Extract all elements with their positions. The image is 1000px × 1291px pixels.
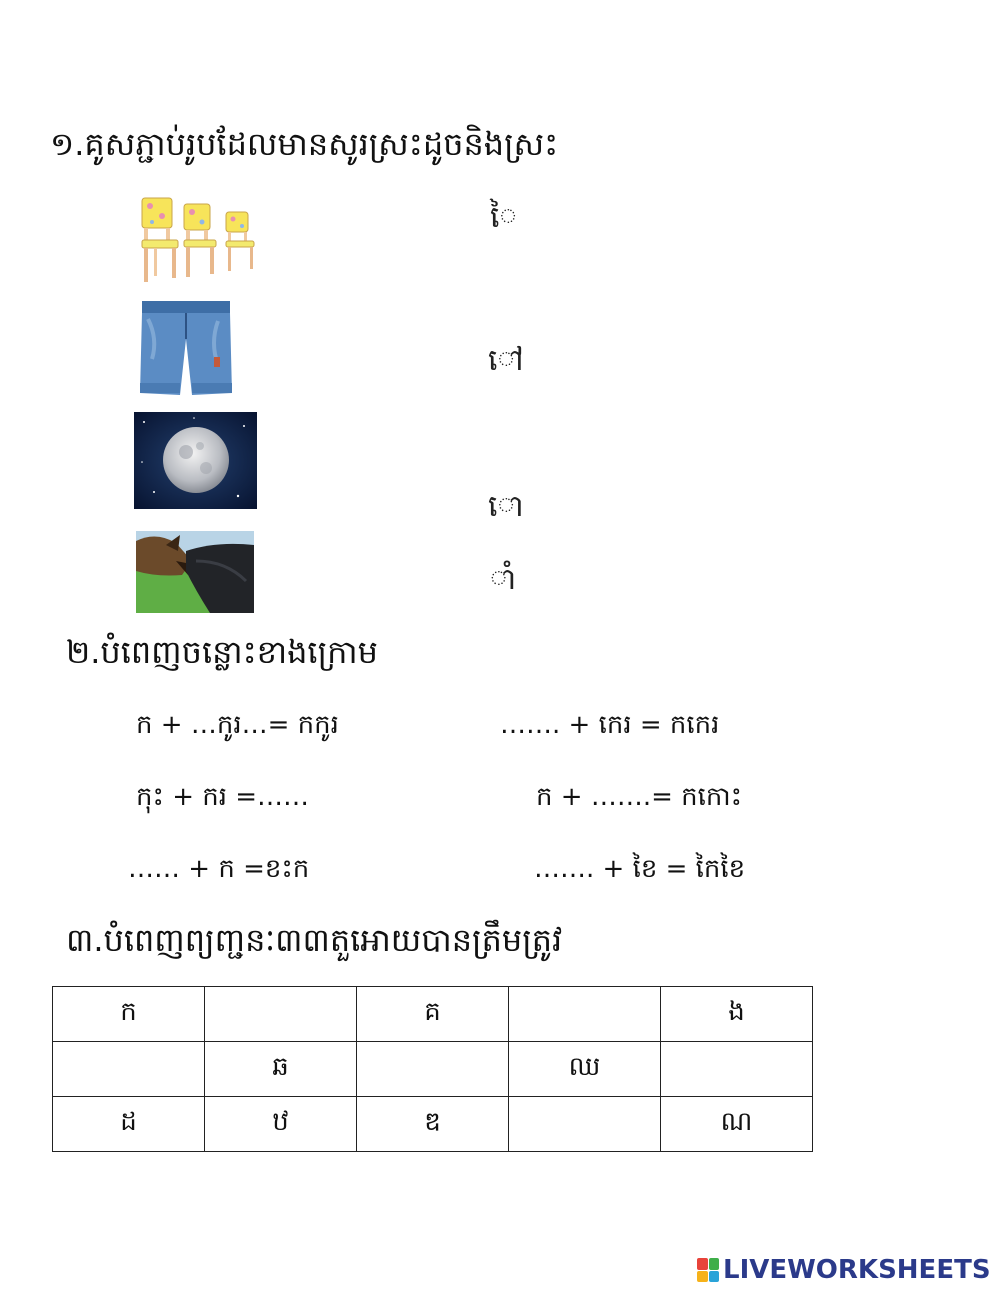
chair-3 — [226, 212, 254, 271]
equation-row1-left: ក + …កូរ…= កកូរ — [136, 710, 339, 740]
table-cell: ក — [53, 987, 205, 1042]
table-cell-blank[interactable] — [509, 1097, 661, 1152]
equation-row1-right: ……. + កេរ = កកេរ — [500, 710, 720, 740]
table-cell: ង — [661, 987, 813, 1042]
section1-title: ១.គូសភ្ជាប់រូបដែលមានសូរស្រះដូចនិងស្រះ — [50, 125, 559, 163]
table-cell-blank[interactable] — [53, 1042, 205, 1097]
liveworksheets-logo[interactable] — [697, 1255, 991, 1285]
table-cell-blank[interactable] — [357, 1042, 509, 1097]
vowel-am: ាំ — [490, 562, 517, 597]
equation-row3-right: ……. + ខៃ = កៃខៃ — [534, 854, 746, 884]
table-cell: ឋ — [205, 1097, 357, 1152]
chairs-image — [138, 196, 260, 284]
equation-row2-right: ក + …….= កកោះ — [536, 782, 743, 812]
chair-1 — [142, 198, 178, 282]
table-row — [53, 1042, 813, 1097]
table-cell: ឌ — [357, 1097, 509, 1152]
logo-mark-icon — [697, 1258, 719, 1282]
table-cell: ឈ — [509, 1042, 661, 1097]
table-cell: ឆ — [205, 1042, 357, 1097]
vowel-au: ៅ — [488, 343, 525, 378]
equation-row2-left: កុះ + ករ =…… — [136, 782, 310, 812]
jeans-shorts-image — [138, 299, 234, 397]
section2-title: ២.បំពេញចន្លោះខាងក្រោម — [66, 633, 378, 671]
table-cell: ដ — [53, 1097, 205, 1152]
section3-title: ៣.បំពេញព្យញ្ជនៈ៣៣តួអោយបានត្រឹមត្រូវ — [66, 921, 563, 959]
table-cell: ណ — [661, 1097, 813, 1152]
vowel-ao: ោ — [488, 489, 525, 524]
table-cell: គ — [357, 987, 509, 1042]
vowel-ai: ៃ — [490, 200, 518, 235]
table-cell-blank[interactable] — [205, 987, 357, 1042]
table-cell-blank[interactable] — [509, 987, 661, 1042]
moon-image — [134, 412, 257, 509]
consonant-table — [52, 986, 813, 1152]
table-cell-blank[interactable] — [661, 1042, 813, 1097]
dog-biting-image — [136, 531, 254, 613]
table-row — [53, 987, 813, 1042]
logo-text: LIVEWORKSHEETS — [723, 1255, 991, 1285]
equation-row3-left: …… + ក =ខះក — [128, 854, 310, 884]
chair-2 — [184, 204, 216, 277]
table-row — [53, 1097, 813, 1152]
